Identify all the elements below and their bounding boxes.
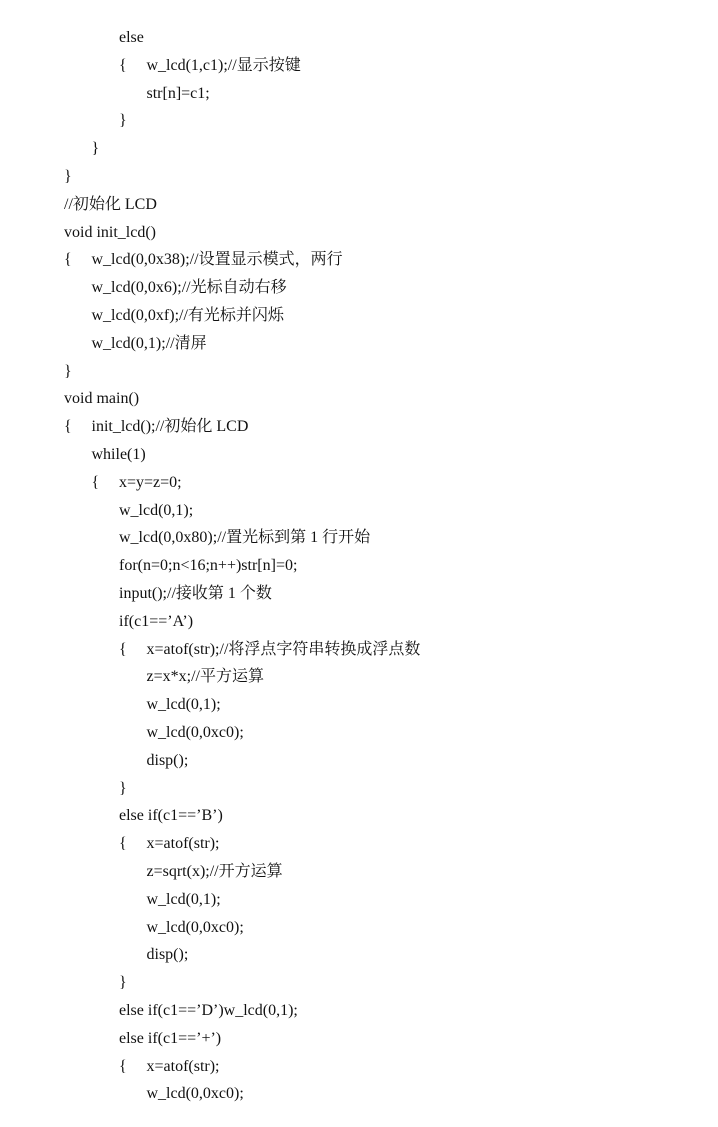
code-text: w_lcd(1,c1);//显示按键 <box>146 56 301 74</box>
code-text: w_lcd(0,0xf);//有光标并闪烁 <box>91 307 284 324</box>
code-text: w_lcd(0,0x80);//置光标到第 1 行开始 <box>119 529 371 547</box>
code-brace: { <box>119 640 127 658</box>
code-text: input();//接收第 1 个数 <box>119 585 272 602</box>
code-text: w_lcd(0,1); <box>146 890 221 908</box>
code-brace: { <box>119 835 127 853</box>
code-text: void init_lcd() <box>64 223 156 241</box>
code-text: x=atof(str); <box>146 1057 220 1075</box>
code-brace: } <box>119 974 127 992</box>
code-text: w_lcd(0,0x38);//设置显示模式，两行 <box>91 251 343 269</box>
code-brace: { <box>64 418 72 436</box>
code-text: x=atof(str);//将浮点字符串转换成浮点数 <box>146 640 421 658</box>
code-brace: { <box>119 56 127 74</box>
code-text: x=atof(str); <box>146 835 220 853</box>
code-text: //初始化 LCD <box>64 195 157 213</box>
code-brace: } <box>119 112 127 130</box>
code-text: w_lcd(0,0xc0); <box>146 724 244 741</box>
code-text: else <box>119 29 144 46</box>
code-brace: } <box>64 362 72 380</box>
code-brace: { <box>64 251 72 269</box>
code-text: w_lcd(0,1); <box>146 696 221 714</box>
code-brace: } <box>119 779 127 797</box>
code-text: void main() <box>64 390 140 408</box>
code-text: w_lcd(0,0xc0); <box>146 918 244 936</box>
code-text: disp(); <box>146 946 189 964</box>
code-text: disp(); <box>146 751 189 769</box>
code-text: str[n]=c1; <box>146 84 210 102</box>
code-text: w_lcd(0,1); <box>119 501 194 519</box>
code-text: w_lcd(0,0xc0); <box>146 1085 244 1103</box>
code-text: w_lcd(0,1);//清屏 <box>91 334 207 352</box>
code-text: else if(c1==’D’)w_lcd(0,1); <box>119 1002 298 1019</box>
code-brace: { <box>91 473 100 491</box>
code-text: x=y=z=0; <box>119 473 182 491</box>
code-text: z=sqrt(x);//开方运算 <box>146 863 283 880</box>
code-text: else if(c1==’+’) <box>119 1029 222 1047</box>
code-brace: { <box>119 1057 127 1075</box>
code-text: init_lcd();//初始化 LCD <box>91 418 249 436</box>
code-text: else if(c1==’B’) <box>119 807 223 825</box>
code-text: for(n=0;n<16;n++)str[n]=0; <box>119 557 298 575</box>
code-text: if(c1==’A’) <box>119 612 194 630</box>
code-text: while(1) <box>91 446 146 463</box>
code-text: z=x*x;//平方运算 <box>146 668 264 686</box>
code-text: w_lcd(0,0x6);//光标自动右移 <box>91 279 287 297</box>
code-brace: } <box>91 140 100 158</box>
code-brace: } <box>64 168 72 185</box>
